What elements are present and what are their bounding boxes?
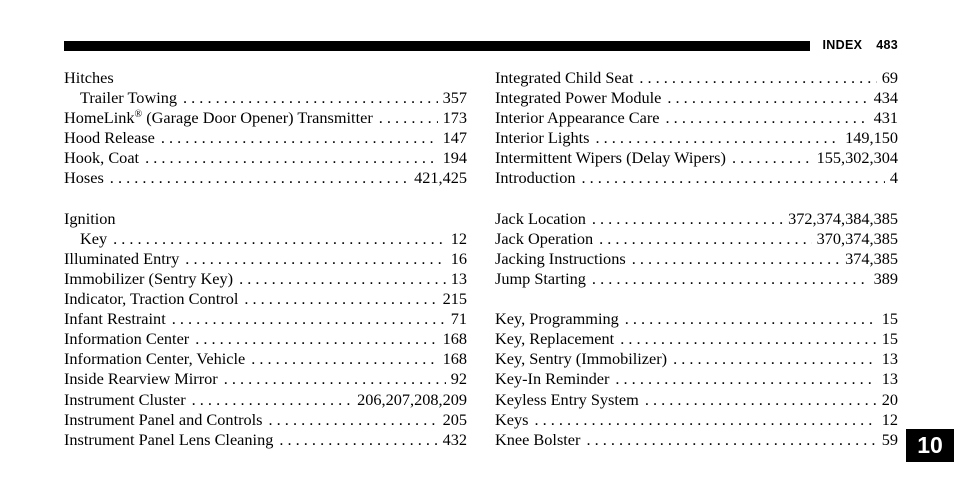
- entry-label: [64, 209, 122, 229]
- index-entry: [495, 128, 898, 148]
- dot-leader: [673, 349, 877, 369]
- page-reference: 4: [889, 168, 898, 188]
- entry-term: Hitches: [64, 68, 114, 87]
- entry-term: Key, Programming: [495, 309, 619, 329]
- dot-leader: [599, 229, 811, 249]
- entry-label: [64, 68, 120, 88]
- entry-term: Key, Sentry (Immobilizer): [495, 349, 668, 369]
- page-reference: 147: [442, 128, 467, 148]
- page-reference: [122, 209, 127, 229]
- index-entry: [495, 88, 898, 108]
- entry-label: [495, 269, 592, 289]
- entry-label: [495, 430, 586, 450]
- dot-leader: [596, 128, 841, 148]
- index-entry: [495, 349, 898, 369]
- entry-label: [495, 148, 732, 168]
- entry-label: [64, 88, 183, 108]
- entry-term: Ignition: [64, 208, 116, 228]
- index-entry: [64, 329, 467, 349]
- dot-leader: [113, 229, 446, 249]
- dot-leader: [592, 269, 869, 289]
- entry-term: Interior Appearance Care: [495, 108, 660, 128]
- dot-leader: [239, 269, 446, 289]
- index-entry: [64, 249, 467, 269]
- dot-leader: [244, 289, 437, 309]
- entry-term: Key-In Reminder: [495, 369, 610, 389]
- page-reference: 20: [881, 389, 898, 409]
- entry-label: [64, 108, 379, 128]
- entry-term: Jack Operation: [495, 228, 594, 248]
- page-reference: [120, 68, 125, 88]
- entry-term: Trailer Towing: [80, 88, 178, 108]
- index-entry: [64, 390, 467, 410]
- dot-leader: [224, 369, 446, 389]
- entry-term-rest: (Garage Door Opener) Transmitter: [142, 108, 373, 128]
- entry-term: Jacking Instructions: [495, 248, 626, 268]
- entry-term: Key, Replacement: [495, 329, 615, 349]
- page-reference: 215: [442, 289, 467, 309]
- index-entry: [495, 410, 898, 430]
- page-reference: 206,207,208,209: [357, 389, 467, 409]
- entry-label: [495, 229, 599, 249]
- page-reference: 357: [442, 88, 467, 108]
- dot-leader: [620, 329, 877, 349]
- dot-leader: [279, 430, 437, 450]
- page-reference: 432: [442, 429, 467, 449]
- page-reference: 59: [881, 429, 898, 449]
- page-reference: 13: [881, 349, 898, 369]
- entry-label: [495, 128, 596, 148]
- index-entry: [495, 108, 898, 128]
- page-reference: 370,374,385: [816, 228, 898, 248]
- dot-leader: [145, 148, 438, 168]
- index-group-gap: [495, 189, 898, 209]
- entry-label: [64, 410, 269, 430]
- index-entry: [64, 128, 467, 148]
- page-reference: 12: [450, 228, 467, 248]
- index-entry: [64, 209, 467, 229]
- entry-term: Hoses: [64, 168, 104, 188]
- page-reference: 149,150: [845, 128, 898, 148]
- registered-mark: ®: [134, 109, 143, 121]
- entry-term: Immobilizer (Sentry Key): [64, 268, 234, 288]
- page-reference: 421,425: [414, 168, 467, 188]
- page-reference: 15: [881, 309, 898, 329]
- dot-leader: [632, 249, 840, 269]
- entry-term: Keyless Entry System: [495, 389, 639, 409]
- entry-label: [64, 128, 161, 148]
- index-entry: [495, 168, 898, 188]
- index-entry: [64, 108, 467, 128]
- section-title: INDEX: [822, 38, 863, 52]
- entry-label: [495, 309, 625, 329]
- index-entry: [64, 309, 467, 329]
- entry-label: [495, 108, 666, 128]
- entry-label: [64, 329, 195, 349]
- index-column-right: [495, 68, 898, 450]
- page-reference: 205: [442, 409, 467, 429]
- running-header: [823, 38, 898, 52]
- dot-leader: [534, 410, 876, 430]
- dot-leader: [251, 349, 437, 369]
- index-entry: [64, 349, 467, 369]
- page-reference: 16: [450, 248, 467, 268]
- entry-term: Intermittent Wipers (Delay Wipers): [495, 148, 726, 168]
- header-rule: [64, 41, 810, 51]
- page-reference: 15: [881, 329, 898, 349]
- page-reference: 389: [873, 268, 898, 288]
- index-group-gap: [64, 189, 467, 209]
- index-entry: [495, 68, 898, 88]
- index-entry: [64, 168, 467, 188]
- page-reference: 69: [881, 68, 898, 87]
- page-reference: 434: [873, 88, 898, 108]
- dot-leader: [183, 88, 438, 108]
- entry-term: Integrated Power Module: [495, 88, 662, 108]
- index-entry: [64, 289, 467, 309]
- entry-label: [64, 369, 224, 389]
- entry-term: Indicator, Traction Control: [64, 289, 239, 309]
- index-entry: [64, 269, 467, 289]
- index-entry: [495, 148, 898, 168]
- page-reference: 194: [442, 148, 467, 168]
- entry-label: [495, 168, 581, 188]
- dot-leader: [195, 329, 437, 349]
- entry-term: Keys: [495, 409, 529, 429]
- dot-leader: [185, 249, 445, 269]
- dot-leader: [586, 430, 876, 450]
- index-entry: [64, 369, 467, 389]
- index-entry: [495, 309, 898, 329]
- entry-term: Instrument Cluster: [64, 389, 186, 409]
- page-reference: 372,374,384,385: [788, 208, 898, 228]
- entry-label: [64, 349, 251, 369]
- entry-term: Hook, Coat: [64, 148, 140, 168]
- dot-leader: [581, 168, 884, 188]
- entry-term: Jump Starting: [495, 268, 586, 288]
- page-reference: 168: [442, 349, 467, 369]
- entry-term: Introduction: [495, 168, 576, 188]
- entry-label: [64, 309, 172, 329]
- dot-leader: [172, 309, 446, 329]
- entry-label: [495, 369, 615, 389]
- index-entry: [64, 68, 467, 88]
- dot-leader: [639, 68, 876, 88]
- entry-term: Knee Bolster: [495, 429, 581, 449]
- page-reference: 374,385: [845, 248, 898, 268]
- entry-term: Information Center, Vehicle: [64, 349, 246, 369]
- page-reference: 431: [873, 108, 898, 128]
- entry-label: [64, 168, 110, 188]
- page-reference: 173: [442, 108, 467, 128]
- page-reference: 155,302,304: [816, 148, 898, 168]
- index-entry: [495, 269, 898, 289]
- entry-label: [495, 410, 534, 430]
- dot-leader: [161, 128, 438, 148]
- dot-leader: [269, 410, 438, 430]
- page-reference: 71: [450, 309, 467, 329]
- entry-label: [64, 148, 145, 168]
- page-reference: 168: [442, 329, 467, 349]
- entry-label: [64, 289, 244, 309]
- page-reference: 92: [450, 369, 467, 389]
- entry-label: [495, 68, 639, 88]
- dot-leader: [379, 108, 438, 128]
- dot-leader: [110, 168, 409, 188]
- page-number: 483: [876, 38, 898, 52]
- entry-label: [64, 229, 113, 249]
- dot-leader: [592, 209, 783, 229]
- entry-label: [495, 88, 667, 108]
- index-entry: [64, 430, 467, 450]
- entry-label: [495, 209, 592, 229]
- chapter-tab: 10: [906, 429, 954, 462]
- entry-term: HomeLink: [64, 108, 135, 128]
- entry-label: [495, 329, 620, 349]
- index-group-gap: [495, 289, 898, 309]
- index-entry: [495, 430, 898, 450]
- entry-label: [495, 390, 645, 410]
- entry-term: Infant Restraint: [64, 309, 166, 329]
- dot-leader: [192, 390, 352, 410]
- index-subentry: [64, 88, 467, 108]
- page-reference: 12: [881, 409, 898, 429]
- entry-term: Jack Location: [495, 208, 586, 228]
- dot-leader: [645, 390, 877, 410]
- dot-leader: [732, 148, 812, 168]
- dot-leader: [625, 309, 877, 329]
- dot-leader: [667, 88, 868, 108]
- entry-term: Information Center: [64, 329, 190, 349]
- index-entry: [64, 410, 467, 430]
- index-entry: [495, 229, 898, 249]
- entry-label: [495, 349, 673, 369]
- index-entry: [495, 209, 898, 229]
- index-entry: [495, 249, 898, 269]
- dot-leader: [666, 108, 869, 128]
- entry-label: [495, 249, 632, 269]
- entry-label: [64, 430, 279, 450]
- entry-label: [64, 390, 192, 410]
- entry-term: Inside Rearview Mirror: [64, 369, 218, 389]
- index-entry: [64, 148, 467, 168]
- page-reference: 13: [450, 268, 467, 288]
- page-reference: 13: [881, 369, 898, 389]
- entry-term: Instrument Panel Lens Cleaning: [64, 429, 274, 449]
- entry-label: [64, 269, 239, 289]
- entry-label: [64, 249, 185, 269]
- dot-leader: [615, 369, 876, 389]
- entry-term: Interior Lights: [495, 128, 590, 148]
- entry-term: Illuminated Entry: [64, 248, 180, 268]
- entry-term: Instrument Panel and Controls: [64, 409, 263, 429]
- index-entry: [495, 369, 898, 389]
- index-subentry: [64, 229, 467, 249]
- entry-term: Key: [80, 228, 108, 248]
- index-column-left: [64, 68, 467, 450]
- entry-term: Hood Release: [64, 128, 155, 148]
- index-entry: [495, 329, 898, 349]
- index-entry: [495, 390, 898, 410]
- entry-term: Integrated Child Seat: [495, 68, 634, 87]
